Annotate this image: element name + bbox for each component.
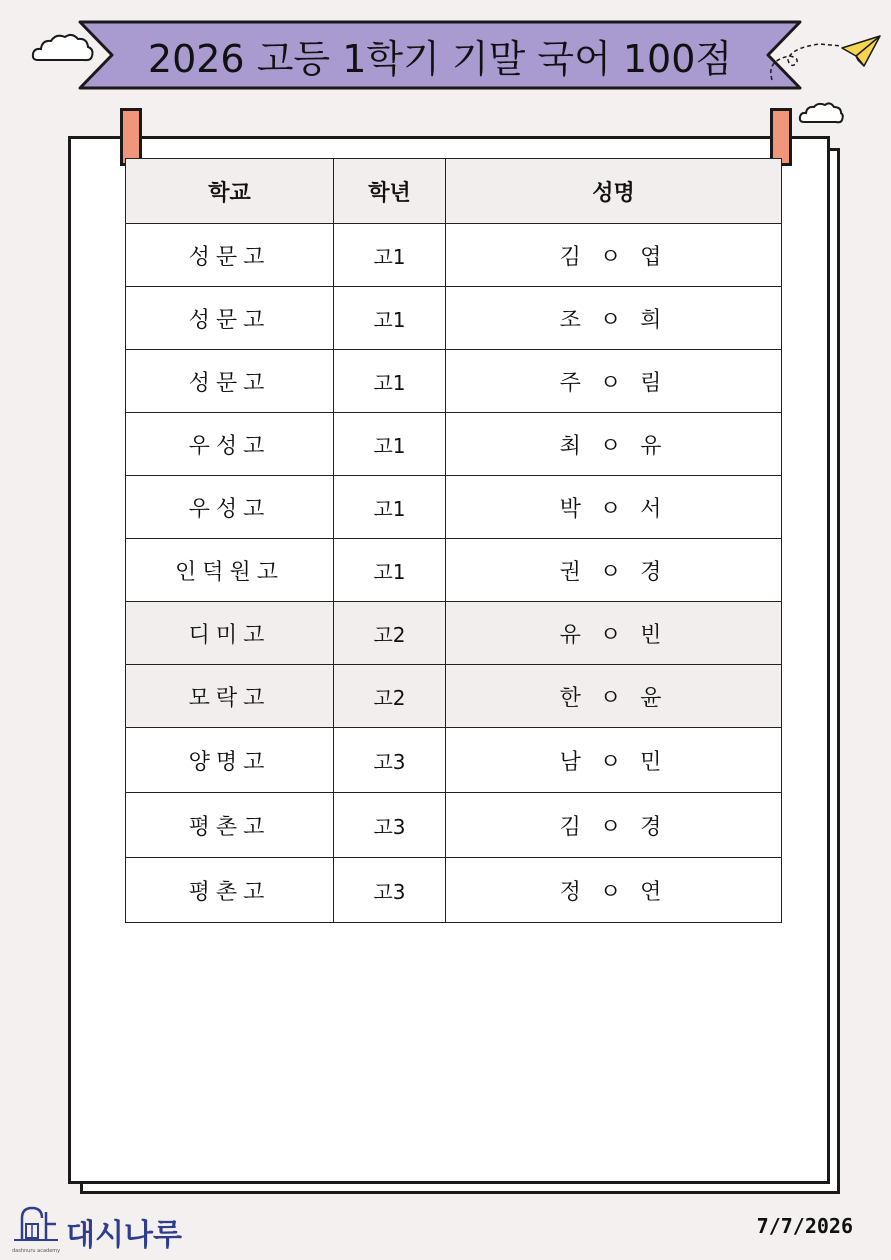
cell-school: 모락고 — [126, 665, 334, 728]
cloud-icon — [798, 100, 844, 130]
cell-name: 주 ㅇ 림 — [446, 350, 782, 413]
cell-grade: 고1 — [334, 287, 446, 350]
cell-grade: 고1 — [334, 539, 446, 602]
cell-grade: 고1 — [334, 224, 446, 287]
page-title: 2026 고등 1학기 기말 국어 100점 — [147, 36, 733, 81]
cell-grade: 고3 — [334, 793, 446, 858]
cell-name: 김 ㅇ 엽 — [446, 224, 782, 287]
table-row — [126, 728, 782, 793]
table-row — [126, 413, 782, 476]
cloud-icon — [30, 30, 96, 70]
table-row — [126, 602, 782, 665]
cell-name: 유 ㅇ 빈 — [446, 602, 782, 665]
table-row — [126, 350, 782, 413]
table-row — [126, 858, 782, 923]
cell-school: 양명고 — [126, 728, 334, 793]
date-label: 7/7/2026 — [756, 1214, 853, 1238]
cell-school: 평촌고 — [126, 858, 334, 923]
table-row — [126, 224, 782, 287]
cell-school: 성문고 — [126, 350, 334, 413]
header-grade: 학년 — [334, 159, 446, 224]
cell-school: 인덕원고 — [126, 539, 334, 602]
paper-plane-icon — [760, 30, 885, 90]
cell-name: 정 ㅇ 연 — [446, 858, 782, 923]
cell-school: 성문고 — [126, 287, 334, 350]
cell-school: 디미고 — [126, 602, 334, 665]
table-row — [126, 476, 782, 539]
cell-school: 우성고 — [126, 413, 334, 476]
cell-name: 조 ㅇ 희 — [446, 287, 782, 350]
header-name: 성명 — [446, 159, 782, 224]
table-row — [126, 539, 782, 602]
table-row — [126, 665, 782, 728]
cell-name: 김 ㅇ 경 — [446, 793, 782, 858]
logo-icon — [12, 1200, 62, 1246]
cell-grade: 고1 — [334, 350, 446, 413]
cell-name: 권 ㅇ 경 — [446, 539, 782, 602]
cell-grade: 고2 — [334, 602, 446, 665]
cell-name: 최 ㅇ 유 — [446, 413, 782, 476]
cell-school: 우성고 — [126, 476, 334, 539]
logo-subtitle: dashnuru academy — [12, 1248, 61, 1254]
cell-name: 한 ㅇ 윤 — [446, 665, 782, 728]
cell-grade: 고3 — [334, 728, 446, 793]
cell-school: 평촌고 — [126, 793, 334, 858]
table-row — [126, 793, 782, 858]
table-row — [126, 287, 782, 350]
cell-grade: 고3 — [334, 858, 446, 923]
title-banner — [78, 20, 802, 90]
cell-grade: 고1 — [334, 413, 446, 476]
score-table — [125, 158, 782, 923]
cell-grade: 고2 — [334, 665, 446, 728]
cell-grade: 고1 — [334, 476, 446, 539]
header-school: 학교 — [126, 159, 334, 224]
logo-text: 대시나루 — [66, 1218, 182, 1253]
table-header-row — [126, 159, 782, 224]
cell-name: 남 ㅇ 민 — [446, 728, 782, 793]
cell-school: 성문고 — [126, 224, 334, 287]
cell-name: 박 ㅇ 서 — [446, 476, 782, 539]
